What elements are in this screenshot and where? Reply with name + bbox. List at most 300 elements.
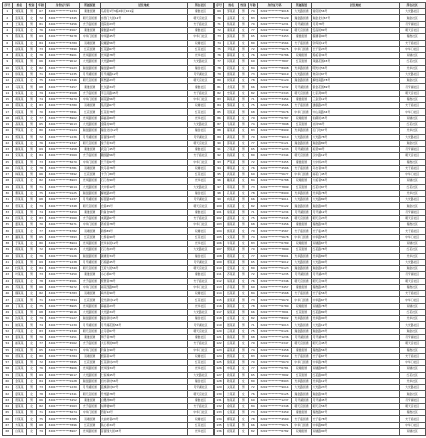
table-cell: 62 xyxy=(3,391,13,397)
table-cell: 夫子庙街道 xyxy=(291,103,312,109)
table-cell: 秦淮社区 xyxy=(188,397,214,403)
table-cell: 3201**********4562 xyxy=(46,341,80,347)
table-cell: 79 xyxy=(248,228,258,234)
table-cell: 66 xyxy=(36,59,46,65)
table-cell: 红花街道 xyxy=(79,422,100,428)
table-cell: 女 xyxy=(238,378,248,384)
table-cell: 杜某某 xyxy=(12,266,27,272)
table-cell: 女 xyxy=(27,165,37,171)
table-cell: 红花社区 xyxy=(188,109,214,115)
table-cell: 瑞金路街道 xyxy=(291,140,312,146)
table-cell: 月牙湖社区 xyxy=(188,197,214,203)
table-cell: 68 xyxy=(3,428,13,435)
table-cell: 76 xyxy=(36,140,46,146)
table-cell: 82 xyxy=(248,316,258,322)
table-cell: 瑞金路街道 xyxy=(79,65,100,71)
table-cell: 男 xyxy=(27,71,37,77)
table-cell: 90 xyxy=(214,140,224,146)
table-cell: 秦淮街道 xyxy=(291,347,312,353)
table-cell: 女 xyxy=(238,403,248,409)
table-cell: 29 xyxy=(3,184,13,190)
table-cell: 3201**********7894 xyxy=(46,297,80,303)
table-cell: 84 xyxy=(214,103,224,109)
table-cell: 75 xyxy=(214,46,224,52)
table-cell: 许某某 xyxy=(12,165,27,171)
table-cell: 134 xyxy=(214,416,224,422)
table-cell: 95 xyxy=(214,172,224,178)
table-cell: 朝天宫社区 xyxy=(399,278,425,284)
table-cell: 瑞金路街道 xyxy=(79,316,100,322)
table-cell: 71 xyxy=(36,297,46,303)
table-cell: 女 xyxy=(27,391,37,397)
table-cell: 龚某某 xyxy=(224,134,239,140)
table-cell: 瑞金社区 xyxy=(399,203,425,209)
table-cell: 男 xyxy=(238,147,248,153)
table-cell: 光华路街道 xyxy=(79,241,100,247)
table-cell: 83 xyxy=(248,128,258,134)
table-cell: 夫子庙街道 xyxy=(79,153,100,159)
table-cell: 石门坎67号 xyxy=(312,128,400,134)
table-cell: 2 xyxy=(3,15,13,21)
table-cell: 光华社区 xyxy=(188,303,214,309)
table-cell: 3201**********4561 xyxy=(46,278,80,284)
table-cell: 汪某某 xyxy=(12,366,27,372)
table-cell: 中华门社区 xyxy=(188,34,214,40)
table-cell: 女 xyxy=(27,316,37,322)
table-cell: 高某某 xyxy=(12,121,27,127)
table-cell: 乌衣巷34号 xyxy=(312,165,400,171)
table-cell: 夫子庙社区 xyxy=(188,215,214,221)
table-cell: 3201**********1235 xyxy=(258,272,292,278)
table-cell: 3201**********8902 xyxy=(258,316,292,322)
table-cell: 76 xyxy=(36,27,46,33)
table-cell: 81 xyxy=(36,21,46,27)
table-cell: 77 xyxy=(248,366,258,372)
table-cell: 女 xyxy=(238,278,248,284)
table-cell: 3201**********2340 xyxy=(46,328,80,334)
table-cell: 葛某某 xyxy=(224,253,239,259)
table-cell: 3201**********8903 xyxy=(46,178,80,184)
table-cell: 朝天宫街道 xyxy=(79,328,100,334)
table-cell: 103 xyxy=(214,222,224,228)
table-cell: 吕某某 xyxy=(12,297,27,303)
table-cell: 58 xyxy=(3,366,13,372)
table-cell: 月牙湖街道 xyxy=(79,197,100,203)
table-cell: 光华路街道 xyxy=(79,303,100,309)
table-cell: 男 xyxy=(238,96,248,102)
table-cell: 男 xyxy=(238,335,248,341)
table-cell: 夫子庙社区 xyxy=(399,416,425,422)
table-cell: 齐某某 xyxy=(224,272,239,278)
table-cell: 红花社区 xyxy=(399,309,425,315)
table-cell: 3201**********4568 xyxy=(46,90,80,96)
table-cell: 月牙湖社区 xyxy=(399,397,425,403)
table-cell: 3201**********0123 xyxy=(258,266,292,272)
table-cell: 月苑78号 xyxy=(312,21,400,27)
table-cell: 韦某某 xyxy=(12,410,27,416)
table-cell: 常某某 xyxy=(224,209,239,215)
table-cell: 8 xyxy=(3,53,13,59)
table-cell: 红花街道 xyxy=(291,59,312,65)
table-cell: 史某某 xyxy=(224,90,239,96)
table-cell: 夫子庙街道 xyxy=(291,165,312,171)
table-cell: 岳某某 xyxy=(224,341,239,347)
table-cell: 海福巷89号 xyxy=(100,115,188,121)
table-cell: 殷高巷12号 xyxy=(100,353,188,359)
table-cell: 74 xyxy=(248,9,258,15)
table-cell: 庞某某 xyxy=(224,297,239,303)
table-cell: 54 xyxy=(3,341,13,347)
table-cell: 四方新村56号 xyxy=(100,378,188,384)
table-cell: 三条营12号 xyxy=(312,96,400,102)
table-cell: 男 xyxy=(27,347,37,353)
table-cell: 3201**********1238 xyxy=(46,259,80,265)
table-cell: 翟某某 xyxy=(224,347,239,353)
table-cell: 瑞金北村12号 xyxy=(100,128,188,134)
table-cell: 女 xyxy=(238,328,248,334)
table-cell: 止马营67号 xyxy=(100,328,188,334)
table-cell: 女 xyxy=(238,428,248,435)
table-cell: 56 xyxy=(3,353,13,359)
table-cell: 长乐路34号 xyxy=(100,84,188,90)
table-cell: 3201**********0120 xyxy=(258,78,292,84)
table-cell: 66 xyxy=(3,416,13,422)
table-cell: 月牙湖社区 xyxy=(399,272,425,278)
table-cell: 77 xyxy=(214,59,224,65)
table-cell: 中华门社区 xyxy=(188,410,214,416)
table-cell: 周某某 xyxy=(12,59,27,65)
table-cell: 红花社区 xyxy=(188,46,214,52)
table-cell: 男 xyxy=(238,247,248,253)
table-cell: 男 xyxy=(27,372,37,378)
table-cell: 73 xyxy=(248,184,258,190)
table-cell: 男 xyxy=(238,297,248,303)
table-cell: 朝天宫街道 xyxy=(79,78,100,84)
table-cell: 夫子庙社区 xyxy=(399,40,425,46)
table-cell: 双塘路90号 xyxy=(312,428,400,435)
table-cell: 双塘街道 xyxy=(291,241,312,247)
table-cell: 男 xyxy=(27,385,37,391)
table-cell: 女 xyxy=(27,228,37,234)
table-cell: 大光路街道 xyxy=(291,9,312,15)
table-cell: 女 xyxy=(238,15,248,21)
table-cell: 红花社区 xyxy=(399,247,425,253)
table-cell: 双塘社区 xyxy=(399,241,425,247)
table-cell: 光华社区 xyxy=(188,178,214,184)
table-cell: 朝天宫街道 xyxy=(291,278,312,284)
table-cell: 大光路街道 xyxy=(291,385,312,391)
table-cell: 常府街56号 xyxy=(312,9,400,15)
table-cell: 女 xyxy=(27,153,37,159)
table-cell: 77 xyxy=(36,115,46,121)
table-cell: 郑某某 xyxy=(12,134,27,140)
table-cell: 32 xyxy=(3,203,13,209)
table-cell: 3201**********5677 xyxy=(258,172,292,178)
table-cell: 3201**********5671 xyxy=(46,222,80,228)
table-cell: 石杨路45号 xyxy=(100,259,188,265)
table-cell: 51 xyxy=(3,322,13,328)
table-cell: 倪某某 xyxy=(224,309,239,315)
table-cell: 秦淮社区 xyxy=(188,84,214,90)
table-cell: 82 xyxy=(248,428,258,435)
table-cell: 84 xyxy=(36,378,46,384)
table-cell: 中华门街道 xyxy=(79,284,100,290)
table-cell: 17 xyxy=(3,109,13,115)
table-cell: 3201**********6789 xyxy=(46,40,80,46)
table-cell: 中华路78号 xyxy=(312,360,400,366)
table-cell: 月牙湖街道 xyxy=(291,147,312,153)
table-cell: 70 xyxy=(248,134,258,140)
table-cell: 郭某某 xyxy=(12,103,27,109)
table-cell: 84 xyxy=(36,266,46,272)
table-cell: 女 xyxy=(238,316,248,322)
table-cell: 男 xyxy=(27,284,37,290)
table-cell: 象房村67号 xyxy=(312,71,400,77)
table-cell: 光华路78号 xyxy=(100,53,188,59)
table-cell: 女 xyxy=(27,266,37,272)
table-cell: 3201**********6780 xyxy=(258,303,292,309)
table-cell: 68 xyxy=(36,84,46,90)
table-cell: 中华门街道 xyxy=(291,360,312,366)
table-cell: 34 xyxy=(3,215,13,221)
table-cell: 于某某 xyxy=(12,241,27,247)
table-cell: 瑞金社区 xyxy=(188,316,214,322)
table-cell: 大光路社区 xyxy=(399,9,425,15)
table-cell: 夫子庙街道 xyxy=(79,21,100,27)
table-cell: 月牙湖街道 xyxy=(291,335,312,341)
table-cell: 红花社区 xyxy=(188,172,214,178)
table-cell: 月牙湖街道 xyxy=(79,134,100,140)
table-cell: 3201**********9012 xyxy=(258,259,292,265)
table-cell: 33 xyxy=(3,209,13,215)
table-cell: 3201**********8901 xyxy=(258,253,292,259)
table-cell: 王某某 xyxy=(12,21,27,27)
table-cell: 3201**********3459 xyxy=(46,209,80,215)
table-cell: 双塘路67号 xyxy=(312,241,400,247)
table-cell: 女 xyxy=(27,341,37,347)
column-header: 所在社区 xyxy=(399,3,425,9)
table-cell: 凤凰花园45号 xyxy=(312,59,400,65)
table-cell: 66 xyxy=(36,284,46,290)
table-cell: 83 xyxy=(248,15,258,21)
column-header: 性别 xyxy=(28,3,35,8)
table-cell: 79 xyxy=(248,341,258,347)
table-cell: 82 xyxy=(36,403,46,409)
table-cell: 大光路街道 xyxy=(79,247,100,253)
table-cell: 121 xyxy=(214,335,224,341)
table-cell: 3201**********7891 xyxy=(258,309,292,315)
table-cell: 饮马巷78号 xyxy=(100,165,188,171)
table-cell: 3201**********6789 xyxy=(258,241,292,247)
table-cell: 龙某某 xyxy=(224,84,239,90)
table-cell: 68 xyxy=(36,309,46,315)
table-cell: 标营90号 xyxy=(312,147,400,153)
table-cell: 35 xyxy=(3,222,13,228)
table-cell: 122 xyxy=(214,341,224,347)
table-cell: 朝天宫社区 xyxy=(399,403,425,409)
table-cell: 男 xyxy=(27,109,37,115)
table-cell: 红花社区 xyxy=(188,234,214,240)
table-cell: 秦淮街道 xyxy=(79,9,100,15)
table-cell: 127 xyxy=(214,372,224,378)
table-cell: 董某某 xyxy=(12,222,27,228)
table-cell: 73 xyxy=(248,410,258,416)
table-cell: 3201**********7895 xyxy=(46,360,80,366)
table-cell: 男 xyxy=(27,134,37,140)
table-cell: 82 xyxy=(248,203,258,209)
table-cell: 郝某某 xyxy=(224,128,239,134)
table-cell: 26 xyxy=(3,165,13,171)
table-cell: 男 xyxy=(27,397,37,403)
table-cell: 余某某 xyxy=(12,259,27,265)
column-header: 所属街道 xyxy=(79,3,100,9)
table-cell: 男 xyxy=(27,96,37,102)
table-cell: 66 xyxy=(36,172,46,178)
table-cell: 夫子庙社区 xyxy=(188,341,214,347)
table-cell: 红花街道 xyxy=(79,172,100,178)
table-cell: 20 xyxy=(3,128,13,134)
table-cell: 鸣羊街90号 xyxy=(100,291,188,297)
table-cell: 91 xyxy=(214,147,224,153)
table-cell: 3201**********3456 xyxy=(46,21,80,27)
table-cell: 章某某 xyxy=(224,328,239,334)
table-cell: 女 xyxy=(238,90,248,96)
table-cell: 夫子庙社区 xyxy=(399,353,425,359)
table-cell: 82 xyxy=(36,178,46,184)
table-cell: 朝天宫社区 xyxy=(188,328,214,334)
table-cell: 69 xyxy=(214,9,224,15)
table-cell: 女 xyxy=(238,341,248,347)
table-cell: 74 xyxy=(248,347,258,353)
table-cell: 谢某某 xyxy=(12,147,27,153)
table-cell: 瑞金社区 xyxy=(399,140,425,146)
table-cell: 红花街道 xyxy=(79,234,100,240)
table-cell: 女 xyxy=(27,278,37,284)
table-cell: 3201**********6780 xyxy=(46,103,80,109)
table-cell: 朝天宫街道 xyxy=(79,203,100,209)
table-cell: 光华路街道 xyxy=(79,53,100,59)
table-cell: 77 xyxy=(248,140,258,146)
table-cell: 姜某某 xyxy=(12,335,27,341)
table-cell: 3201**********4569 xyxy=(46,153,80,159)
table-cell: 女 xyxy=(27,90,37,96)
table-cell: 女 xyxy=(238,53,248,59)
table-cell: 3201**********9016 xyxy=(46,309,80,315)
table-cell: 男 xyxy=(27,34,37,40)
table-cell: 3201**********2345 xyxy=(46,15,80,21)
table-cell: 49 xyxy=(3,309,13,315)
table-cell: 119 xyxy=(214,322,224,328)
table-cell: 男 xyxy=(238,34,248,40)
table-cell: 65 xyxy=(3,410,13,416)
table-cell: 男 xyxy=(238,109,248,115)
table-cell: 秦淮社区 xyxy=(399,159,425,165)
table-cell: 双塘社区 xyxy=(399,115,425,121)
table-cell: 3201**********5671 xyxy=(258,422,292,428)
table-cell: 女 xyxy=(27,328,37,334)
table-cell: 林某某 xyxy=(12,115,27,121)
table-cell: 男 xyxy=(27,184,37,190)
table-cell: 男 xyxy=(238,347,248,353)
table-cell: 80 xyxy=(248,266,258,272)
table-cell: 3201**********4566 xyxy=(258,165,292,171)
table-cell: 68 xyxy=(248,109,258,115)
table-cell: 中华路56号 xyxy=(312,234,400,240)
table-cell: 3201**********1239 xyxy=(46,322,80,328)
table-cell: 徐某某 xyxy=(12,71,27,77)
table-cell: 23 xyxy=(3,147,13,153)
table-cell: 刘某某 xyxy=(12,9,27,15)
table-cell: 75 xyxy=(248,215,258,221)
table-cell: 中华门社区 xyxy=(188,96,214,102)
table-cell: 3201**********9014 xyxy=(46,184,80,190)
table-cell: 60 xyxy=(3,378,13,384)
table-cell: 万某某 xyxy=(224,147,239,153)
table-cell: 女 xyxy=(238,366,248,372)
table-cell: 月牙湖45号 xyxy=(312,397,400,403)
table-cell: 瑞金社区 xyxy=(399,266,425,272)
table-cell: 84 xyxy=(248,178,258,184)
table-cell: 中华门社区 xyxy=(399,234,425,240)
table-cell: 红花街道 xyxy=(291,372,312,378)
table-cell: 男 xyxy=(27,9,37,15)
table-cell: 朝天宫街道 xyxy=(79,140,100,146)
table-cell: 72 xyxy=(36,134,46,140)
table-cell: 顾某某 xyxy=(224,115,239,121)
table-cell: 瑞金路街道 xyxy=(79,128,100,134)
column-header: 年龄 xyxy=(38,3,44,8)
table-cell: 瑞金社区 xyxy=(399,391,425,397)
table-cell: 42 xyxy=(3,266,13,272)
table-cell: 月牙湖街道 xyxy=(291,84,312,90)
table-cell: 段某某 xyxy=(224,65,239,71)
table-cell: 朝天宫社区 xyxy=(188,203,214,209)
table-cell: 3201**********2342 xyxy=(258,27,292,33)
table-cell: 3201**********1237 xyxy=(258,397,292,403)
table-cell: 中华门社区 xyxy=(188,222,214,228)
table-cell: 19 xyxy=(3,121,13,127)
table-cell: 中华门街道 xyxy=(291,172,312,178)
table-cell: 女 xyxy=(27,428,37,435)
table-cell: 双塘街道 xyxy=(79,416,100,422)
table-cell: 男 xyxy=(238,172,248,178)
table-cell: 71 xyxy=(214,21,224,27)
table-cell: 82 xyxy=(248,90,258,96)
table-cell: 明光村56号 xyxy=(312,65,400,71)
table-cell: 男 xyxy=(238,59,248,65)
table-cell: 男 xyxy=(27,84,37,90)
table-cell: 3201**********4567 xyxy=(46,27,80,33)
table-cell: 3201**********1232 xyxy=(258,84,292,90)
table-cell: 3201**********0128 xyxy=(46,378,80,384)
table-cell: 庄某某 xyxy=(224,316,239,322)
table-cell: 77 xyxy=(248,27,258,33)
table-cell: 女 xyxy=(27,128,37,134)
table-cell: 聂某某 xyxy=(224,322,239,328)
table-cell: 76 xyxy=(36,253,46,259)
table-cell: 女 xyxy=(238,65,248,71)
table-cell: 79 xyxy=(36,203,46,209)
table-cell: 欧某某 xyxy=(224,372,239,378)
table-cell: 76 xyxy=(214,53,224,59)
table-cell: 朝天宫街道 xyxy=(79,266,100,272)
table-cell: 施某某 xyxy=(224,228,239,234)
table-cell: 3201**********8903 xyxy=(258,378,292,384)
table-cell: 莫愁路23号 xyxy=(100,78,188,84)
table-cell: 中华门社区 xyxy=(188,347,214,353)
table-cell: 72 xyxy=(248,272,258,278)
table-cell: 张某某 xyxy=(12,15,27,21)
